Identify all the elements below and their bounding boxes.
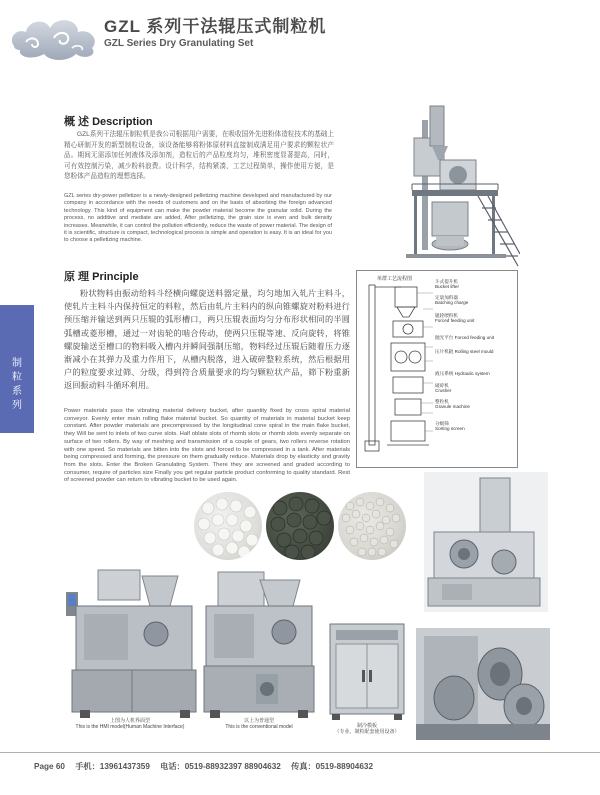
diagram-label: 辊轮喂料机 Forced feeding unit [435,313,475,324]
page-subtitle: GZL Series Dry Granulating Set [104,38,254,49]
caption-conventional: 以上为普通型 This is the conventional model [225,718,293,730]
white-pellets-icon [194,492,262,560]
cabinet-photo [326,618,408,722]
caption-hmi: 上图为人机界面型 This is the HMI model(Human Machine Interface) [75,718,185,730]
footer-mobile: 手机：13961437359 [75,762,150,771]
diagram-label: 液压系统 Hydraulic system [435,371,490,376]
page-header [0,0,600,70]
roller-closeup-photo [416,628,550,740]
pellet-sample-dark-photo [266,492,334,560]
machine-photo-main [392,98,520,270]
machine-photo-roller [424,472,548,612]
footer-fax: 传真：0519-88904632 [291,762,374,771]
diagram-label: 分级筛 Sorting screen [435,421,465,432]
page-footer [34,761,381,772]
roller-closeup-icon [416,628,550,740]
refrigeration-cabinet-icon [326,618,408,722]
diagram-label: 抛光平台 Forced feeding unit [435,335,494,340]
granule-pellets-icon [338,492,406,560]
diagram-label: 压片机辊 Rolling steel mould [435,349,494,354]
roller-machine-icon [424,472,548,612]
conventional-machine-icon [200,562,318,720]
footer-divider [0,752,600,753]
diagram-label: 定量加料器 Batching charge [435,295,469,306]
side-category-tab [0,305,34,433]
pellet-sample-white-photo [194,492,262,560]
principle-heading: 原 理 Principle [64,271,139,283]
overview-text-en: GZL series dry-power pelletizer is a newly-designed pelletizing machine developed and manufactured by our company in accordance with the needs of customers and on the basis of absorbing the foreign advanced technology. This kind of equipment can make the powder material become the granular solid. During the process, no additive and mediate are added, After pelletizing, the grain size is even and bulk density increases. Meanwhile, it can control the pollution efficiently, reduce the waste of power material. The design of it is scientific, structure is compact, technological process is simple and operation is easy. It is an ideal for you to choose a pelletizing machine. [64,193,332,244]
pellet-sample-granule-photo [338,492,406,560]
granulator-tower-icon [392,98,520,270]
hmi-machine-icon [60,562,200,720]
page-title: GZL 系列干法辊压式制粒机 [104,17,327,36]
overview-text-cn: GZL系列干法辊压制粒机是我公司根据用户需要，在吸收国外先进粉体造粒技术的基础上精心研制开发的新型制粒设备，该设备能够将粉体原材料直接制成满足用户要求的颗粒状产品。期间无需添加任何液体及添加剂，造粒后的产品粒度均匀，堆积密度显著提高，同时，可有效控制污染，减少粉料浪费。设计科学，结构紧凑，工艺过程简单，操作使用方便，是您粉体产品造粒的理想选择。 [64,131,334,180]
principle-text-cn: 粉状物料由振动给料斗经横向螺旋送料器定量，均匀地加入轧片主料斗，使轧片主料斗内保持恒定的料粒，然后由轧片主料内的纵向锥螺旋对粉料进行预压缩并输送到两只压辊的弧形槽口，两只压辊表面均匀分布形状相同的半圆弧槽或菱形槽，通过一对齿轮的啮合传动，使两只压辊等速、反向旋转，将锥螺旋输送至槽口的物料吸入槽内并瞬间强制压缩，物料经过压辊后随着压力逐渐减小在其弹力及重力作用下，从槽内脱落，进入破碎整粒系统，然后根据用户的粒度要求过筛、分级，得到符合质量要求的均匀颗粒状产品，筛下粉重新返回振动料斗循环利用。 [64,289,350,391]
diagram-label: 破碎机 Crusher [435,383,452,394]
diagram-label: 整粒机 Granule machine [435,399,470,410]
process-flow-diagram [356,270,518,468]
caption-cabinet: 制冷模板 （专业、制粒配套使用设备） [334,723,400,735]
machine-photo-hmi [60,562,200,720]
footer-phone: 电话：0519-88932397 88904632 [160,762,281,771]
diagram-title: 单群工艺流程图 [377,276,413,282]
diagram-label: 斗式提升机 Bucket lifter [435,279,459,290]
principle-text-en: Power materials pass the vibrating material delivery bucket, after quantity fixed by cross spiral material conveyor. Evenly enter main rolling flake material bucket. So quantity of materials in material bucket keep constant. After powder materials are precompressed by the longitudinal cone spiral in the main flake bucket, they Will be sent to inlets of two curve slots. Half oblate slots of rhomb slots or rhomb slots evenly separate on surface of two rollers. By way of meshing and transmission of a couple of gears, two rollers reverse rotation with one speed. So materials are bitten into the slots and forced to be compressed in a tank. After materials being compressed and forming, the pressure on them gradually reduce. Materials drop by elasticity and gravity from the slots. Enter the Broken Granulating System. There they are screened and graded according to consumer, require of particles size Finally you get regular particle product conforming to quality standard. Rest of screened powder can return to vibrating bucket to be used again. [64,408,350,484]
machine-photo-conventional [200,562,318,720]
overview-heading: 概 述 Description [64,116,153,128]
dark-pellets-icon [266,492,334,560]
page-number: Page 60 [34,762,65,771]
side-category-label: 制粒系列 [12,358,22,411]
cloud-logo-icon [6,8,101,63]
